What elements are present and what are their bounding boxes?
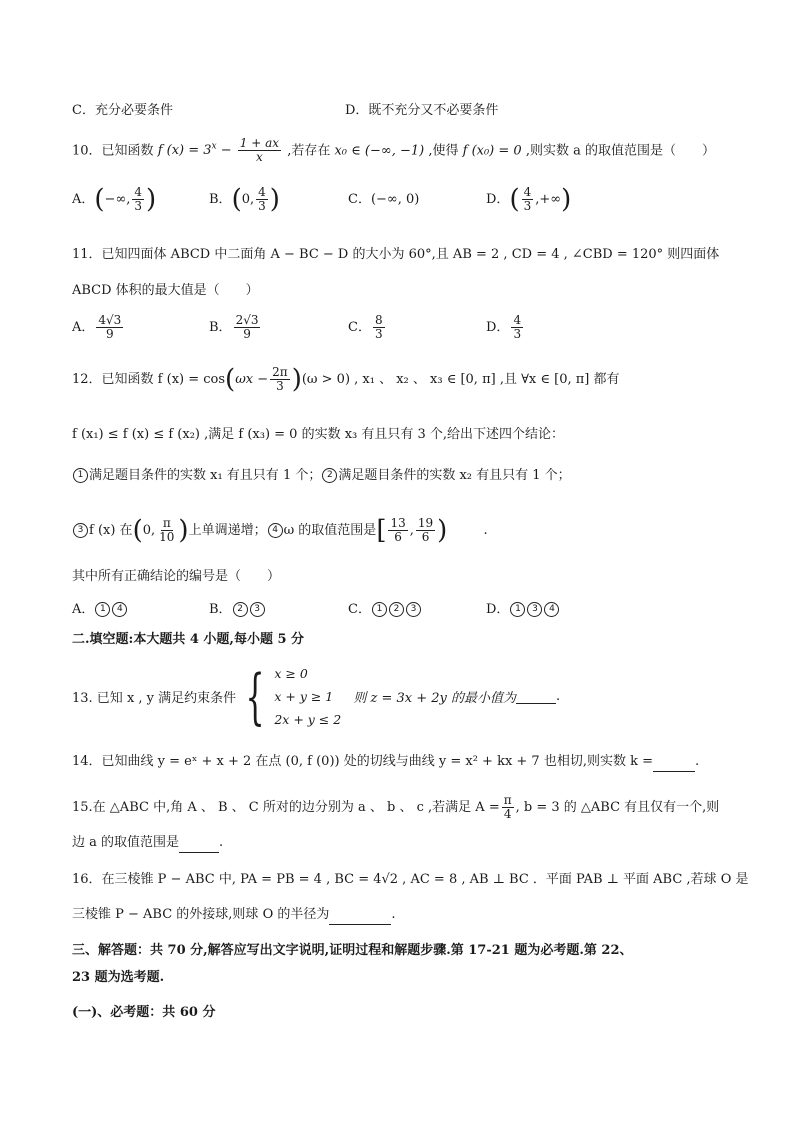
q12-option-a: A． 1 4 xyxy=(72,600,128,620)
q12-option-d: D． 1 3 4 xyxy=(486,600,560,620)
q11-line1: 11．已知四面体 ABCD 中二面角 A − BC − D 的大小为 60°,且 AB = 2 , CD = 4 , ∠CBD = 120° 则四面体 xyxy=(72,247,720,262)
q11-option-b: B． $\frac{2√3}{9}$ xyxy=(209,313,259,341)
subsection-required: (一)、必考题：共 60 分 xyxy=(72,1005,216,1020)
q12-conclusions-1-2: 1 满足题目条件的实数 x₁ 有且只有 1 个； 2 满足题目条件的实数 x₂ 有且只有 1 个； xyxy=(72,466,571,486)
q12-ask: 其中所有正确结论的编号是（ ） xyxy=(72,569,281,584)
q12-conclusions-3-4: 3 f (x) 在(0, $\frac{\pi}{10}$ )上单调递增； 4 ω 的取值范围是[ $\frac{13}{6}$ , $\frac{19}{6}$ ) . xyxy=(72,517,488,544)
circled-4: 4 xyxy=(268,523,283,538)
q10-option-d: D．( $\frac{4}{3}$ ,+∞) xyxy=(486,184,572,215)
q15-line1: 15.在 △ABC 中,角 A 、 B 、 C 所对的边分别为 a 、 b 、 c ,若满足 A = $\frac{\pi}{4}$ , b = 3 的 △ABC 有且仅有一个,则 xyxy=(72,793,720,821)
section-3-heading-line1: 三、解答题：共 70 分,解答应写出文字说明,证明过程和解题步骤.第 17-21 题为必考题.第 22、 xyxy=(72,943,633,958)
q11-option-a: A． $\frac{4√3}{9}$ xyxy=(72,313,122,341)
q12-option-b: B． 2 3 xyxy=(209,600,266,620)
q13-answer-blank[interactable] xyxy=(516,689,556,704)
q10-number: 10．已知函数 xyxy=(72,143,154,159)
q10-function: f $(x) = 3^x$ − xyxy=(157,142,236,159)
q10-option-c: C．(−∞, 0) xyxy=(348,192,420,207)
circled-3: 3 xyxy=(73,523,88,538)
q11-option-c: C． $\frac{8}{3}$ xyxy=(348,313,383,341)
q12-line1: 12．已知函数 f (x) = cos(ωx − $\frac{2\pi}{3}$ )(ω > 0) , x₁ 、 x₂ 、 x₃ ∈ [0, π] ,且 ∀x ∈ [0, π] 都有 xyxy=(72,364,620,395)
q11-line2: ABCD 体积的最大值是（ ） xyxy=(72,283,259,298)
circled-2: 2 xyxy=(322,468,337,483)
q10-option-b: B．(0, $\frac{4}{3}$ ) xyxy=(209,184,280,215)
circled-1: 1 xyxy=(73,468,88,483)
q10-make: ,使得 xyxy=(428,143,459,159)
question-10 xyxy=(72,137,715,164)
q15-line2: 边 a 的取值范围是 . xyxy=(72,833,223,853)
q10-option-a: A．(−∞, $\frac{4}{3}$ ) xyxy=(72,184,157,215)
q15-answer-blank[interactable] xyxy=(179,838,219,853)
question-13: 13. 已知 x , y 满足约束条件 { x ≥ 0 x + y ≥ 1 2x + y ≤ 2 则 z = 3x + 2y 的最小值为 . xyxy=(72,661,561,732)
q10-equation: f (x₀) = 0 xyxy=(462,143,522,159)
q16-line2: 三棱锥 P − ABC 的外接球,则球 O 的半径为 . xyxy=(72,905,396,925)
q10-tail: ,则实数 a 的取值范围是（ ） xyxy=(525,143,715,159)
section-3-heading-line2: 23 题为选考题. xyxy=(72,970,165,985)
q10-condition: x₀ ∈ (−∞, −1) xyxy=(334,143,425,159)
q11-option-d: D． $\frac{4}{3}$ xyxy=(486,313,522,341)
q12-line2: f (x₁) ≤ f (x) ≤ f (x₂) ,满足 f (x₃) = 0 的实数 x₃ 有且只有 3 个,给出下述四个结论： xyxy=(72,427,565,442)
prev-option-c: C．充分必要条件 xyxy=(72,103,173,118)
q16-answer-blank[interactable] xyxy=(329,910,391,925)
q14-answer-blank[interactable] xyxy=(653,757,695,772)
prev-option-d: D．既不充分又不必要条件 xyxy=(345,103,499,118)
q10-fraction: $\frac{1 + ax}{x}$ xyxy=(239,136,280,165)
question-14: 14．已知曲线 y = eˣ + x + 2 在点 (0, f (0)) 处的切线与曲线 y = x² + kx + 7 也相切,则实数 k = . xyxy=(72,752,699,772)
q16-line1: 16．在三棱锥 P − ABC 中, PA = PB = 4 , BC = 4√2 , AC = 8 , AB ⊥ BC ．平面 PAB ⊥ 平面 ABC ,若球 O 是 xyxy=(72,872,749,887)
q12-option-c: C． 1 2 3 xyxy=(348,600,422,620)
section-2-heading: 二.填空题:本大题共 4 小题,每小题 5 分 xyxy=(72,632,305,647)
q10-exists: ,若存在 xyxy=(287,143,331,159)
